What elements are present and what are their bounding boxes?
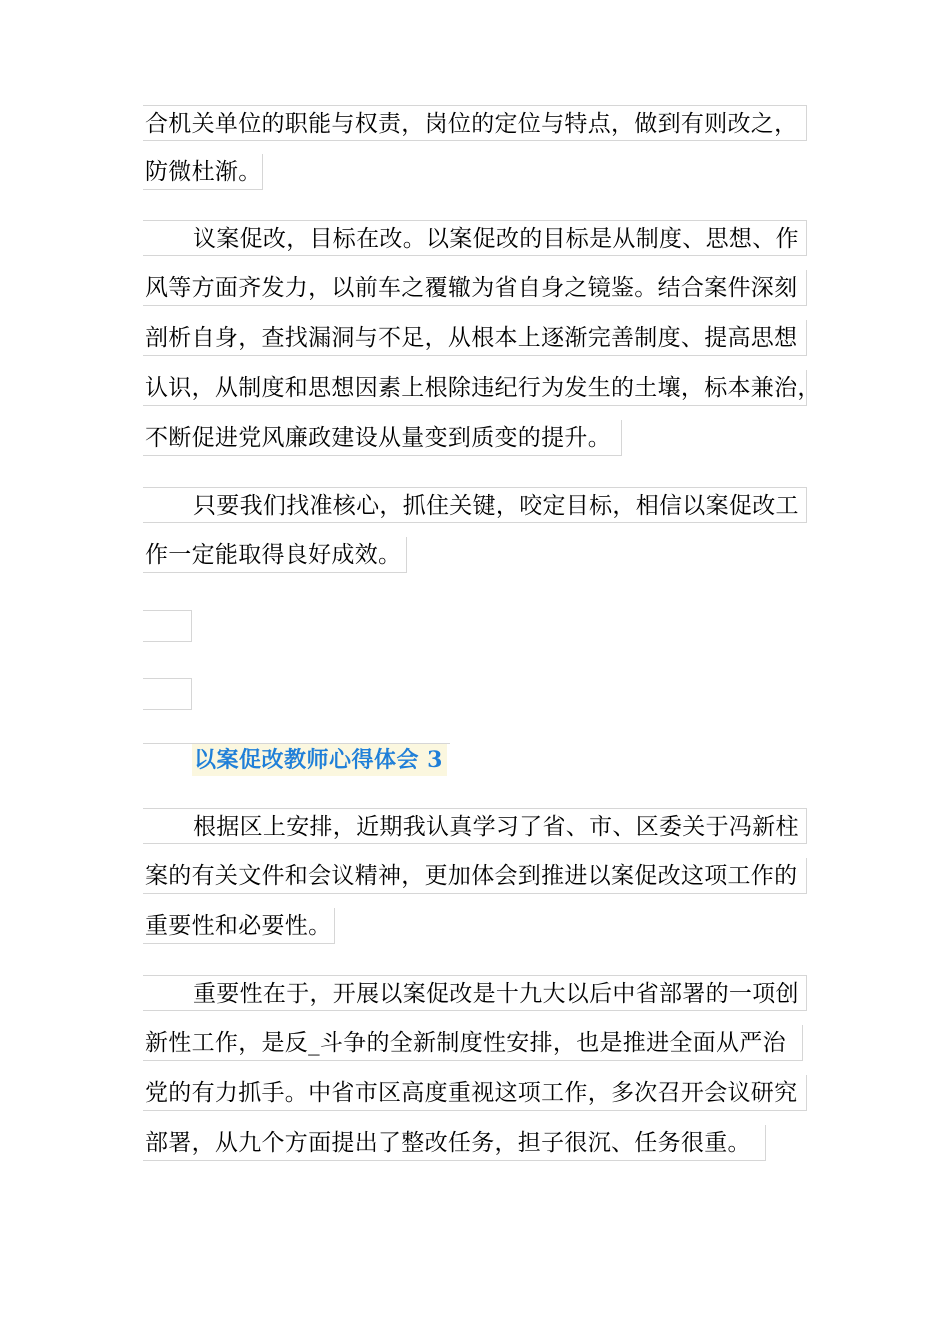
body-text-line: 风等方面齐发力，以前车之覆辙为省自身之镜鉴。结合案件深刻 <box>143 270 807 306</box>
body-text-line: 认识，从制度和思想因素上根除违纪行为发生的土壤，标本兼治， <box>143 370 807 406</box>
body-text-line: 只要我们找准核心，抓住关键，咬定目标，相信以案促改工 <box>143 487 807 523</box>
body-text-line: 议案促改，目标在改。以案促改的目标是从制度、思想、作 <box>143 220 807 256</box>
body-text-line: 剖析自身，查找漏洞与不足，从根本上逐渐完善制度、提高思想 <box>143 320 807 356</box>
body-text-line: 防微杜渐。 <box>143 154 263 190</box>
empty-paragraph <box>143 610 192 642</box>
body-text-line: 重要性在于，开展以案促改是十九大以后中省部署的一项创 <box>143 975 807 1011</box>
section-heading: 以案促改教师心得体会 3 <box>192 744 447 776</box>
body-text-line: 案的有关文件和会议精神，更加体会到推进以案促改这项工作的 <box>143 858 807 894</box>
body-text-line: 作一定能取得良好成效。 <box>143 537 407 573</box>
body-text-line: 根据区上安排，近期我认真学习了省、市、区委关于冯新柱 <box>143 808 807 844</box>
body-text-line: 不断促进党风廉政建设从量变到质变的提升。 <box>143 420 622 456</box>
body-text-line: 重要性和必要性。 <box>143 908 335 944</box>
section-heading-container <box>143 743 450 777</box>
empty-paragraph <box>143 678 192 710</box>
body-text-line: 合机关单位的职能与权责，岗位的定位与特点，做到有则改之， <box>143 105 807 141</box>
body-text-line: 党的有力抓手。中省市区高度重视这项工作，多次召开会议研究 <box>143 1075 807 1111</box>
body-text-line: 新性工作，是反_斗争的全新制度性安排，也是推进全面从严治 <box>143 1025 803 1061</box>
body-text-line: 部署，从九个方面提出了整改任务，担子很沉、任务很重。 <box>143 1125 766 1161</box>
